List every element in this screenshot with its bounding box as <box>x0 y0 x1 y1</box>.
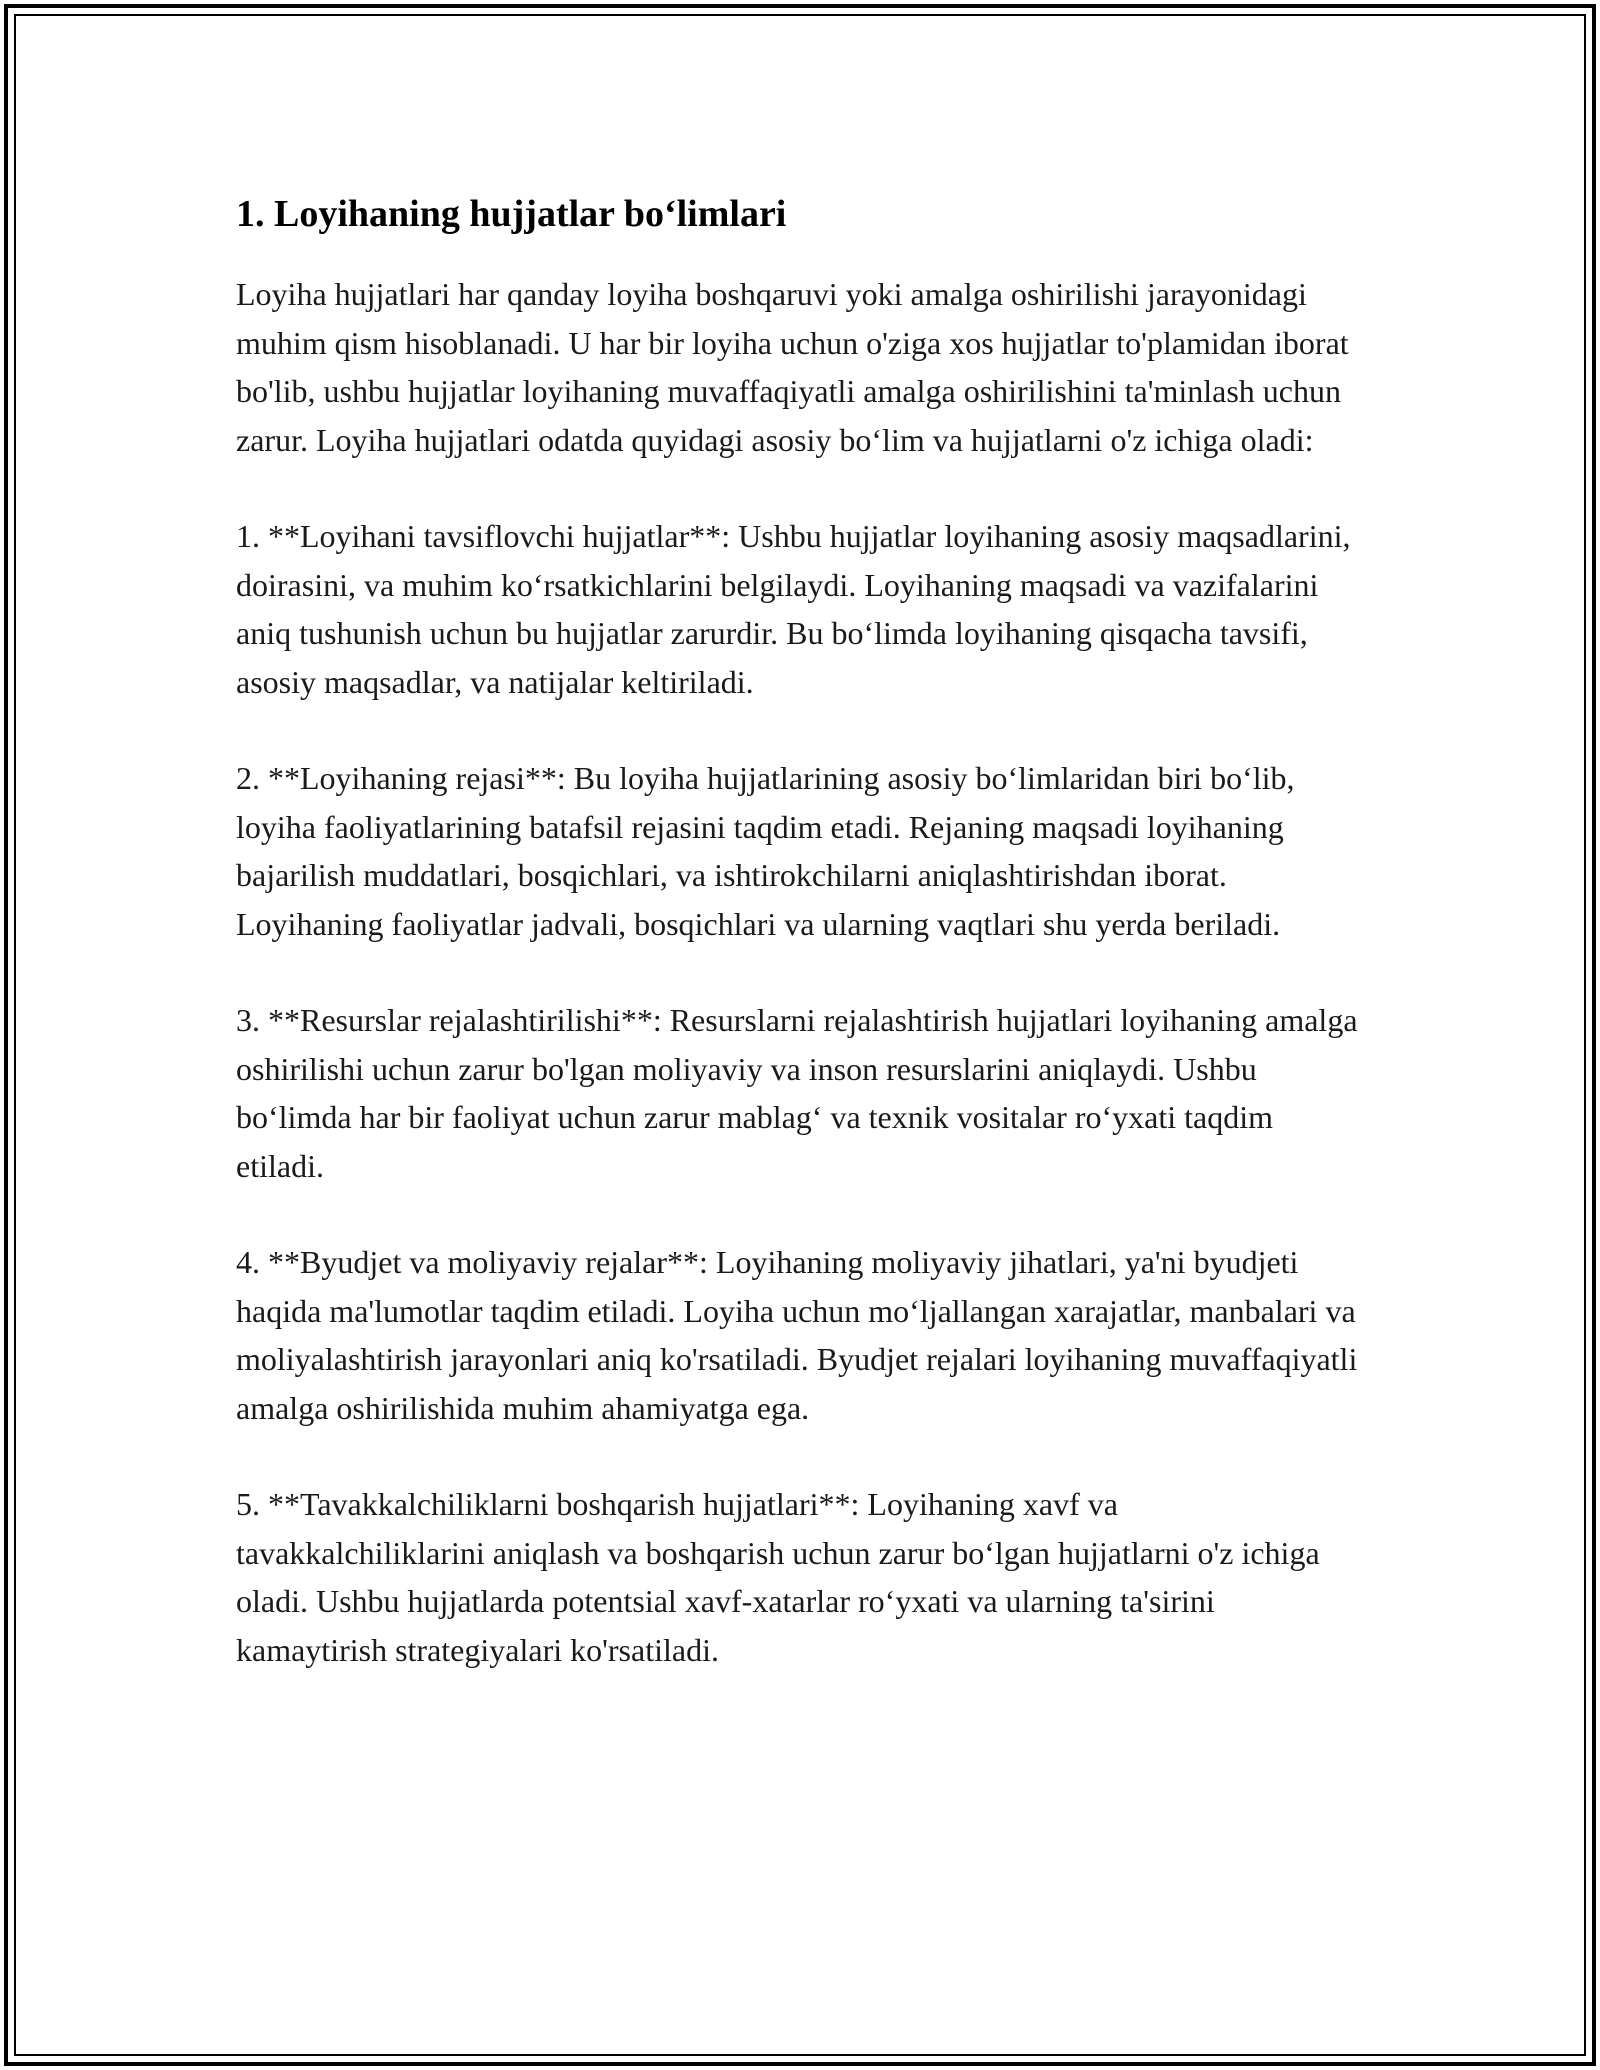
item-paragraph-5: 5. **Tavakkalchiliklarni boshqarish hujjatlari**: Loyihaning xavf va tavakkalchiliklarini aniqlash va boshqarish uchun zarur bo‘lgan hujjatlarni o'z ichiga oladi. Ushbu hujjatlarda potentsial xavf-xatarlar ro‘yxati va ularning ta'sirini kamaytirish strategiyalari ko'rsatiladi. <box>236 1486 1320 1668</box>
document-body <box>236 186 1366 1722</box>
item-paragraph-2: 2. **Loyihaning rejasi**: Bu loyiha hujjatlarining asosiy bo‘limlaridan biri bo‘lib, loyiha faoliyatlarining batafsil rejasini taqdim etadi. Rejaning maqsadi loyihaning bajarilish muddatlari, bosqichlari, va ishtirokchilarni aniqlashtirishdan iborat. Loyihaning faoliyatlar jadvali, bosqichlari va ularning vaqtlari shu yerda beriladi. <box>236 760 1295 942</box>
section-heading: 1. Loyihaning hujjatlar bo‘limlari <box>236 193 787 235</box>
intro-paragraph: Loyiha hujjatlari har qanday loyiha boshqaruvi yoki amalga oshirilishi jarayonidagi muhim qism hisoblanadi. U har bir loyiha uchun o'ziga xos hujjatlar to'plamidan iborat bo'lib, ushbu hujjatlar loyihaning muvaffaqiyatli amalga oshirilishini ta'minlash uchun zarur. Loyiha hujjatlari odatda quyidagi asosiy bo‘lim va hujjatlarni o'z ichiga oladi: <box>236 276 1349 458</box>
item-paragraph-3: 3. **Resurslar rejalashtirilishi**: Resurslarni rejalashtirish hujjatlari loyihaning amalga oshirilishi uchun zarur bo'lgan moliyaviy va inson resurslarini aniqlaydi. Ushbu bo‘limda har bir faoliyat uchun zarur mablag‘ va texnik vositalar ro‘yxati taqdim etiladi. <box>236 1002 1358 1184</box>
item-paragraph-1: 1. **Loyihani tavsiflovchi hujjatlar**: Ushbu hujjatlar loyihaning asosiy maqsadlarini, doirasini, va muhim ko‘rsatkichlarini belgilaydi. Loyihaning maqsadi va vazifalarini aniq tushunish uchun bu hujjatlar zarurdir. Bu bo‘limda loyihaning qisqacha tavsifi, asosiy maqsadlar, va natijalar keltiriladi. <box>236 518 1351 700</box>
item-paragraph-4: 4. **Byudjet va moliyaviy rejalar**: Loyihaning moliyaviy jihatlari, ya'ni byudjeti haqida ma'lumotlar taqdim etiladi. Loyiha uchun mo‘ljallangan xarajatlar, manbalari va moliyalashtirish jarayonlari aniq ko'rsatiladi. Byudjet rejalari loyihaning muvaffaqiyatli amalga oshirilishida muhim ahamiyatga ega. <box>236 1244 1358 1426</box>
